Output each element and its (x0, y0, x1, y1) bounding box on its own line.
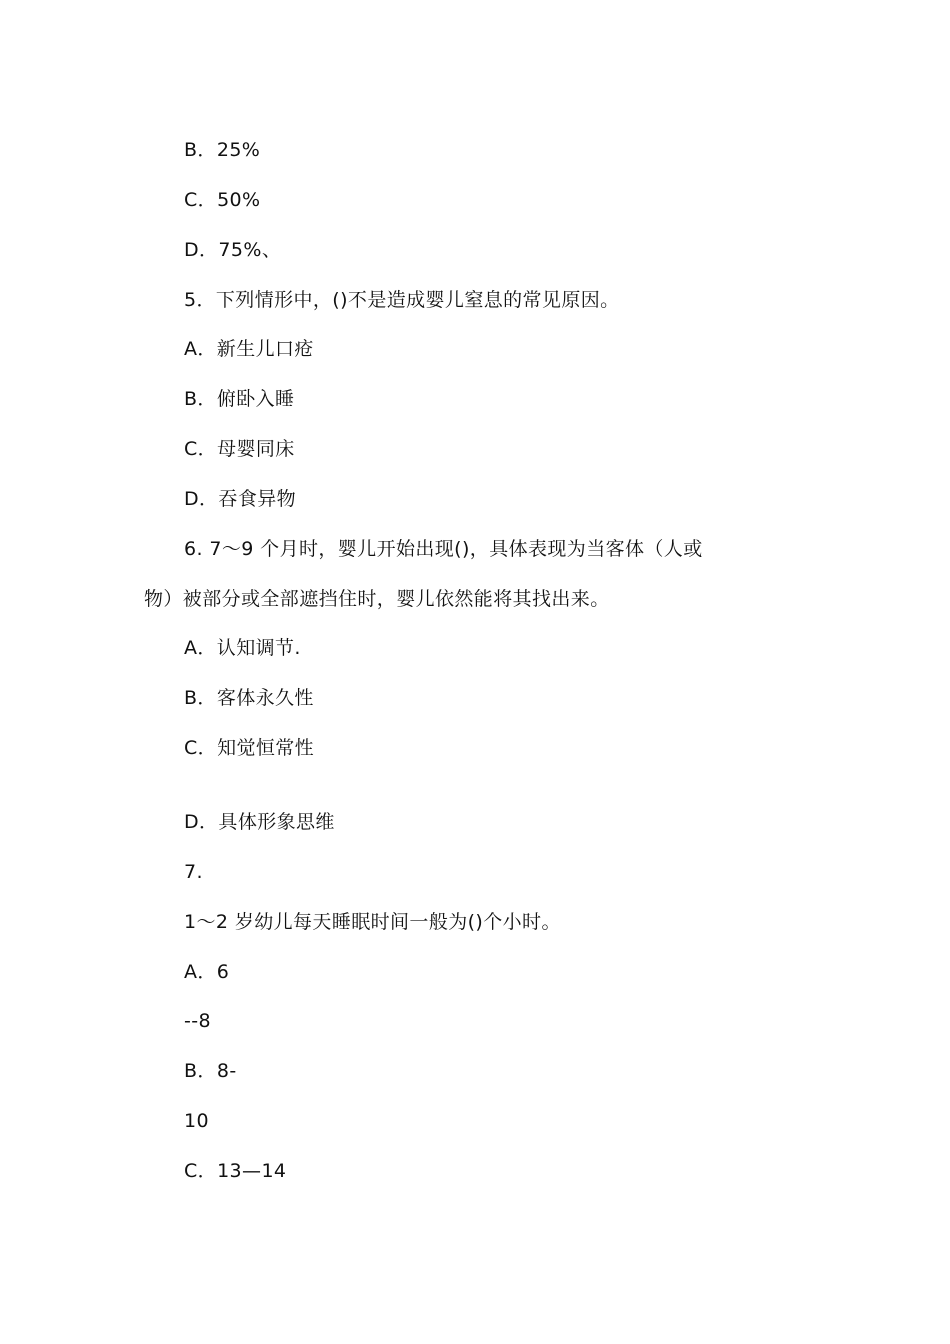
q5-option-a: A．新生儿口疮 (184, 338, 314, 360)
question-7-text: 1～2 岁幼儿每天睡眠时间一般为()个小时。 (184, 911, 561, 933)
q7-option-c: C．13—14 (184, 1160, 287, 1182)
q6-option-d: D．具体形象思维 (184, 811, 335, 833)
q6-option-b: B．客体永久性 (184, 687, 314, 709)
q7-option-b-continued: 10 (184, 1110, 209, 1132)
q7-option-a: A．6 (184, 961, 230, 983)
q7-option-a-continued: --8 (184, 1010, 212, 1032)
question-7-number: 7. (184, 861, 203, 883)
question-6-line-1: 6. 7～9 个月时，婴儿开始出现()，具体表现为当客体（人或 (184, 538, 703, 560)
option-c-50: C．50% (184, 189, 261, 211)
q7-option-b: B．8- (184, 1060, 237, 1082)
option-d-75: D．75%、 (184, 239, 282, 261)
q6-option-c: C．知觉恒常性 (184, 737, 315, 759)
q6-option-a: A．认知调节. (184, 637, 301, 659)
q5-option-c: C．母婴同床 (184, 438, 295, 460)
q5-option-b: B．俯卧入睡 (184, 388, 295, 410)
question-5: 5．下列情形中，()不是造成婴儿窒息的常见原因。 (184, 289, 620, 311)
q5-option-d: D．吞食异物 (184, 488, 297, 510)
option-b-25: B．25% (184, 139, 261, 161)
question-6-line-2: 物）被部分或全部遮挡住时，婴儿依然能将其找出来。 (144, 588, 610, 610)
